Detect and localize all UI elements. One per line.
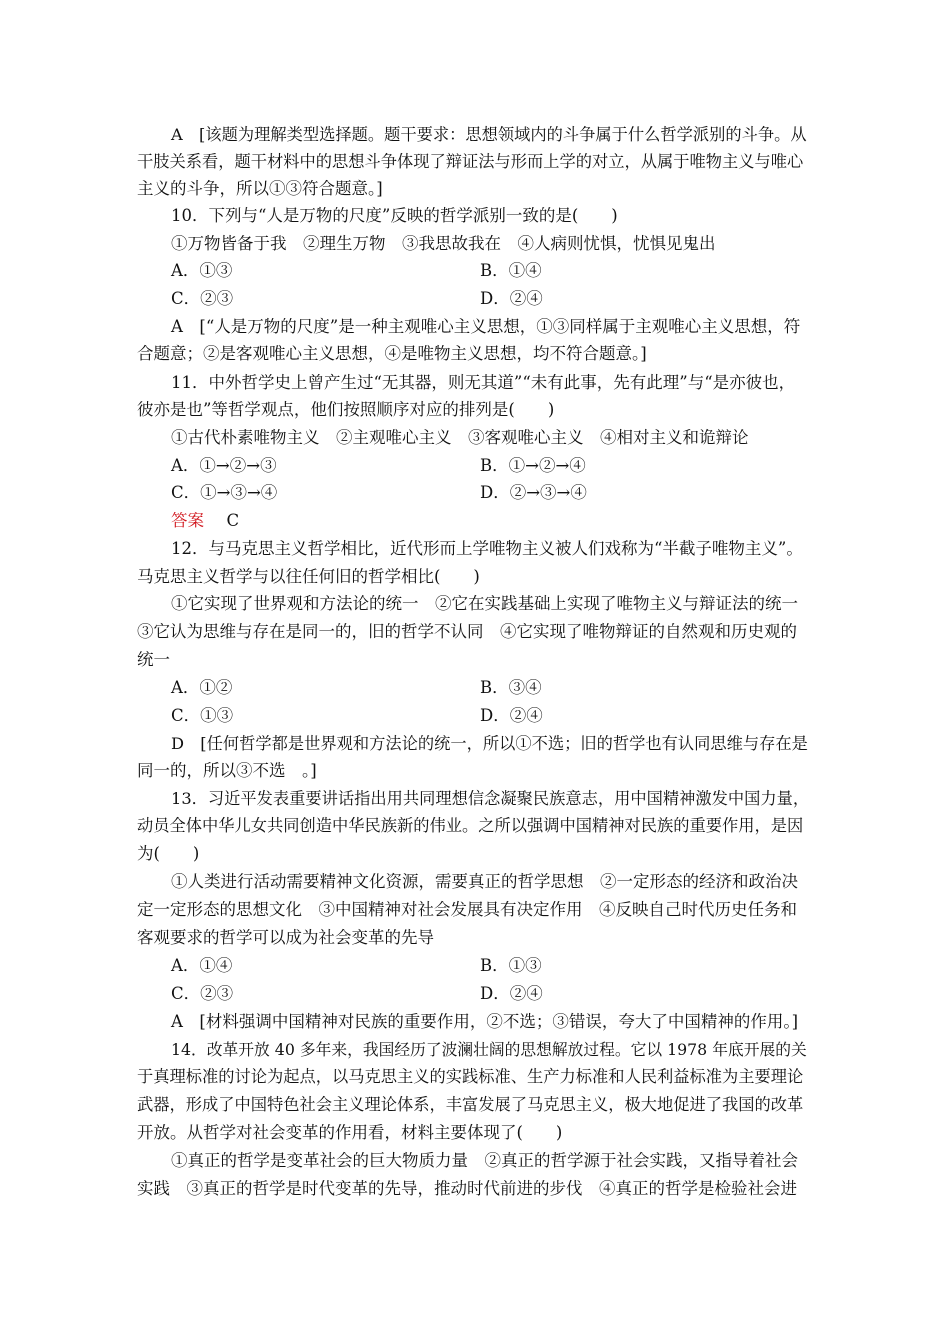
- q13-stem-line-1: 13．习近平发表重要讲话指出用共同理想信念凝聚民族意志，用中国精神激发中国力量，: [171, 789, 810, 808]
- q10-option-c: C．②③: [171, 289, 234, 308]
- q11-statements: ①古代朴素唯物主义 ②主观唯心主义 ③客观唯心主义 ④相对主义和诡辩论: [171, 428, 749, 447]
- q11-option-b: B．①→②→④: [480, 456, 586, 475]
- q12-option-c: C．①③: [171, 706, 234, 725]
- q12-stem-line-1: 12．与马克思主义哲学相比，近代形而上学唯物主义被人们戏称为“半截子唯物主义”。: [171, 539, 803, 558]
- q13-statements-line-1: ①人类进行活动需要精神文化资源，需要真正的哲学思想 ②一定形态的经济和政治决: [171, 872, 798, 891]
- q13-option-c: C．②③: [171, 984, 234, 1003]
- q11-option-d: D．②→③→④: [480, 483, 587, 502]
- q13-stem-line-3: 为( ): [137, 844, 200, 863]
- q10-answer-line-2: 合题意；②是客观唯心主义思想，④是唯物主义思想，均不符合题意。]: [137, 344, 647, 363]
- q13-option-a: A．①④: [171, 956, 233, 975]
- answer-label: 答案: [171, 511, 204, 530]
- q9-answer-line-2: 干肢关系看，题干材料中的思想斗争体现了辩证法与形而上学的对立，从属于唯物主义与唯心: [137, 152, 804, 171]
- q12-statements-line-2: ③它认为思维与存在是同一的，旧的哲学不认同 ④它实现了唯物辩证的自然观和历史观的: [137, 622, 797, 641]
- q10-option-b: B．①④: [480, 261, 542, 280]
- q12-answer-line-2: 同一的，所以③不选 。]: [137, 761, 317, 780]
- q10-statements: ①万物皆备于我 ②理生万物 ③我思故我在 ④人病则忧惧，忧惧见鬼出: [171, 234, 716, 253]
- q12-option-b: B．③④: [480, 678, 542, 697]
- q12-stem-line-2: 马克思主义哲学与以往任何旧的哲学相比( ): [137, 567, 480, 586]
- q13-stem-line-2: 动员全体中华儿女共同创造中华民族新的伟业。之所以强调中国精神对民族的重要作用，是因: [137, 816, 804, 835]
- q13-statements-line-3: 客观要求的哲学可以成为社会变革的先导: [137, 928, 434, 947]
- q11-answer: [171, 510, 239, 532]
- q13-answer: A [材料强调中国精神对民族的重要作用，②不选；③错误，夸大了中国精神的作用。]: [171, 1012, 799, 1031]
- q14-statements-line-2: 实践 ③真正的哲学是时代变革的先导，推动时代前进的步伐 ④真正的哲学是检验社会进: [137, 1179, 797, 1198]
- q14-stem-line-1: 14．改革开放 40 多年来，我国经历了波澜壮阔的思想解放过程。它以 1978 年底开展的关: [171, 1040, 807, 1059]
- q9-answer-line-1: A [该题为理解类型选择题。题干要求：思想领域内的斗争属于什么哲学派别的斗争。从: [171, 125, 807, 144]
- q9-answer-line-3: 主义的斗争，所以①③符合题意。]: [137, 179, 383, 198]
- q14-stem-line-3: 武器，形成了中国特色社会主义理论体系，丰富发展了马克思主义，极大地促进了我国的改革: [137, 1095, 804, 1114]
- q12-answer-line-1: D [任何哲学都是世界观和方法论的统一，所以①不选；旧的哲学也有认同思维与存在是: [171, 734, 808, 753]
- q12-statements-line-3: 统一: [137, 650, 170, 669]
- q10-option-a: A．①③: [171, 261, 233, 280]
- q13-option-b: B．①③: [480, 956, 542, 975]
- answer-value: C: [226, 511, 240, 530]
- q14-stem-line-4: 开放。从哲学对社会变革的作用看，材料主要体现了( ): [137, 1123, 563, 1142]
- q10-answer-line-1: A [“人是万物的尺度”是一种主观唯心主义思想，①③同样属于主观唯心主义思想，符: [171, 317, 801, 336]
- q11-stem-line-1: 11．中外哲学史上曾产生过“无其器，则无其道”“未有此事，先有此理”与“是亦彼也，: [171, 373, 796, 392]
- q14-statements-line-1: ①真正的哲学是变革社会的巨大物质力量 ②真正的哲学源于社会实践，又指导着社会: [171, 1151, 798, 1170]
- q12-statements-line-1: ①它实现了世界观和方法论的统一 ②它在实践基础上实现了唯物主义与辩证法的统一: [171, 594, 798, 613]
- q13-statements-line-2: 定一定形态的思想文化 ③中国精神对社会发展具有决定作用 ④反映自己时代历史任务和: [137, 900, 797, 919]
- q11-stem-line-2: 彼亦是也”等哲学观点，他们按照顺序对应的排列是( ): [137, 400, 555, 419]
- q12-option-d: D．②④: [480, 706, 543, 725]
- q10-option-d: D．②④: [480, 289, 543, 308]
- q12-option-a: A．①②: [171, 678, 233, 697]
- q13-option-d: D．②④: [480, 984, 543, 1003]
- q11-option-c: C．①→③→④: [171, 483, 278, 502]
- q14-stem-line-2: 于真理标准的讨论为起点，以马克思主义的实践标准、生产力标准和人民利益标准为主要理论: [137, 1067, 804, 1086]
- q10-stem: 10．下列与“人是万物的尺度”反映的哲学派别一致的是( ): [171, 206, 618, 225]
- q11-option-a: A．①→②→③: [171, 456, 277, 475]
